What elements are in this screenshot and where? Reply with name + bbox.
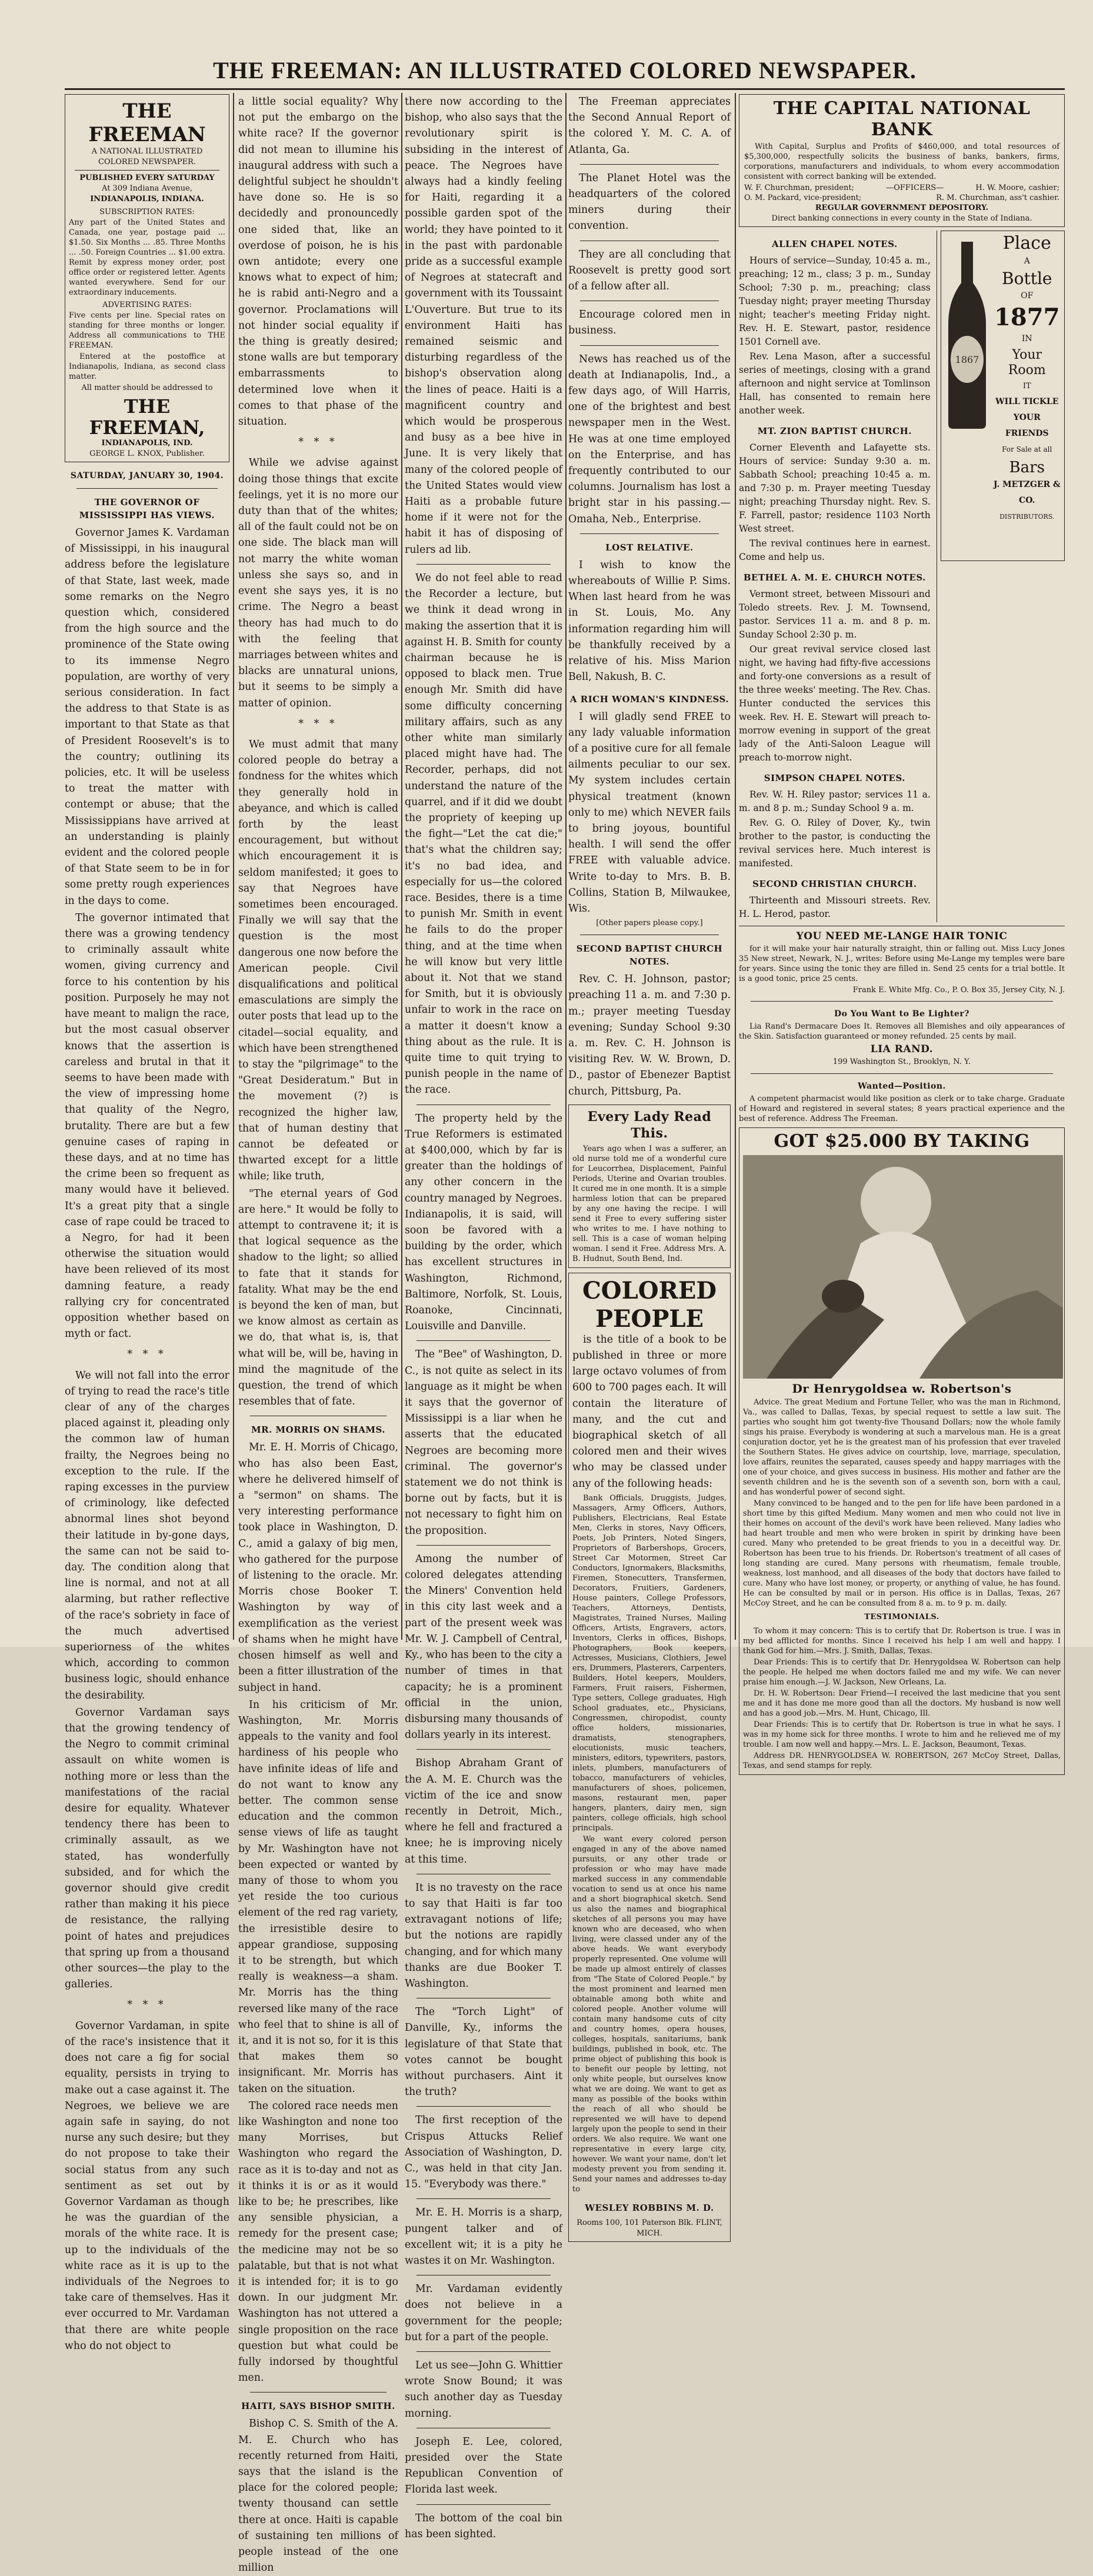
church-paragraph: The revival continues here in earnest. Come and help us.	[739, 538, 931, 562]
article-paragraph: The Planet Hotel was the headquarters of the colored miners during their convention.	[568, 172, 731, 232]
ad-text: A	[1024, 256, 1030, 266]
article-paragraph: We will not fall into the error of trying to read the race's title clear of any of the charges placed against it, pleading only the common law of human frailty, the Negroes being no exception to the rule. If the raping excesses in the purview of criminology, like defected abnormal lines shot beyond their latitude in by-gone days, the same can not be said to-day. The condition along that line is normal, and not at all alarming, but rather reflective of the race's sobriety in face of the much advertised superiorness of the whites which, according to common business logic, should enhance the desirability.	[65, 1369, 229, 1701]
article-headline: THE GOVERNOR OF MISSISSIPPI HAS VIEWS.	[79, 497, 215, 520]
article-paragraph: The governor intimated that there was a growing tendency to criminally assault white women, giving currency and force to his contention by his position. Purposely he may not have meant to malign the race, but the most casual observer knows that the assertion is careless and brutal in that it seems to have been made with the view of impressing home that quality of the Negro, brutality. There are but a few genuine cases of raping in these days, and at no time has the crime been so frequent as many would have it believed. It's a great pity that a single case of rape could be traced to a Negro, for had it been otherwise the situation would have been relieved of its most damning feature, a ready rallying cry for concentrated opposition whether based on myth or fact.	[65, 912, 229, 1340]
ad-title: COLORED	[582, 1276, 717, 1304]
advertising-body: Five cents per line. Special rates on standing for three months or longer. Address all communications to THE FREEMAN.	[69, 311, 225, 350]
subscription-heading: SUBSCRIPTION RATES:	[99, 208, 195, 216]
article-paragraph: The Freeman appreciates the Second Annual Report of the colored Y. M. C. A. of Atlanta, Ga.	[568, 96, 731, 156]
section-divider: * * *	[127, 1349, 167, 1361]
section-divider: * * *	[127, 1999, 167, 2011]
article-paragraph: Joseph E. Lee, colored, presided over the State Republican Convention of Florida last week.	[405, 2435, 562, 2496]
ad-text: WILL TICKLE	[995, 396, 1059, 406]
lia-ad-body: Lia Rand's Dermacare Does It. Removes all Blemishes and oily appearances of the Skin. Satisfaction guaranteed or money refunded. 25 cents by mail.	[739, 1022, 1065, 1041]
column-rule	[401, 93, 402, 1640]
address-line: At 309 Indiana Avenue,	[102, 184, 192, 193]
bank-depository: REGULAR GOVERNMENT DEPOSITORY.	[815, 203, 989, 212]
church-headline: BETHEL A. M. E. CHURCH NOTES.	[743, 572, 926, 583]
bank-title: THE CAPITAL NATIONAL BANK	[773, 98, 1031, 140]
illustration-image	[743, 1155, 1061, 1379]
city-line: INDIANAPOLIS, INDIANA.	[90, 195, 204, 203]
church-headline: SECOND BAPTIST CHURCH NOTES.	[576, 943, 723, 967]
article-paragraph: Governor Vardaman, in spite of the race's insistence that it does not care a fig for social equality, persists in trying to make out a case against it. The Negroes, we believe we are again safe in saying, do not nurse any such desire; but they do not propose to take their social status from any such sentiment as set out by Governor Vardaman as though he was the guardian of the morals of the white race. It is up to the individuals of the white race as it is up to the individuals of the Negroes to take care of themselves. Has it ever occurred to Mr. Vardaman that there are white people who do not object to	[65, 2020, 229, 2352]
ad-text: Bars	[1009, 458, 1045, 476]
ad-body: We want every colored person engaged in any of the above named pursuits, or any other trade or profession or who may have made marked success in any commendable vocation to send us at once his name and a short biographical sketch. Send us also the names and biographical sketches of all persons you may have known who are deceased, who when living, were classed under any of the above heads. We want everybody properly represented. One volume will be made up almost entirely of classes from "The State of Colored People." by the most prominent and learned men obtainable among both white and colored people. Another volume will contain many handsome cuts of city and country homes, opera houses, colleges, hospitals, sanitariums, bank buildings, published in book, etc. The prime object of publishing this book is to benefit our people by letting, not only white people, but ourselves know what we are doing. We want to get as many as possible of the books within the reach of all who should be represented we will have to depend largely upon the people to send in their orders. We also require. We want one representative in every large city, however. We want your name, don't let modesty prevent you from sending it. Send your names and addresses to-day to	[572, 1834, 727, 2194]
bank-connections: Direct banking connections in every county in the State of Indiana.	[771, 214, 1032, 223]
ad-colored-people-book	[568, 1273, 731, 2242]
testimonial: Dear Friends: This is to certify that Dr. Robertson is true in what he says. I was in my home sick for three months. I wrote to him and he relieved me of my trouble. I am now well and happy.—Mrs. L. E. Jackson, Beaumont, Texas.	[743, 1720, 1061, 1749]
article-paragraph: a little social equality? Why not put the embargo on the white race? If the governor did not mean to illumine his inaugural address with such a delightful subject he shouldn't have done so. He is so decidedly and pronouncedly one sided that, like an overdose of poison, he is his own antidote; every one knows what to expect of him; he is rabid anti-Negro and a governor. Proclamations will not hinder social equality if the thing is greatly desired; stone walls are but temporary embarrassments to determined love when it comes to that phase of the situation.	[238, 96, 398, 428]
column-3	[405, 94, 562, 2540]
city-line-2: INDIANAPOLIS, IND.	[101, 439, 193, 448]
ad-text: For Sale at all	[1002, 445, 1052, 454]
ad-text: IT	[1022, 381, 1031, 391]
church-headline: MT. ZION BAPTIST CHURCH.	[757, 426, 912, 436]
bottle-label: 1867	[955, 354, 979, 365]
ad-text: IN	[1021, 334, 1032, 344]
article-paragraph: Mr. E. H. Morris is a sharp, pungent talker and of excellent wit; it is a pity he wastes it on Mr. Washington.	[405, 2207, 562, 2267]
entered-note: Entered at the postoffice at Indianapolis, Indiana, as second class matter.	[69, 352, 225, 381]
ad-signature: WESLEY ROBBINS M. D.	[585, 2202, 714, 2213]
column-rule	[233, 93, 234, 1640]
ad-every-lady	[568, 1105, 731, 1268]
masthead: THE FREEMAN: AN ILLUSTRATED COLORED NEWSPAPER.	[213, 57, 917, 84]
publication-box	[65, 94, 229, 462]
notice-headline: A RICH WOMAN'S KINDNESS.	[569, 693, 729, 705]
article-paragraph: Encourage colored men in business.	[568, 309, 731, 337]
hair-ad-address: Frank E. White Mfg. Co., P. O. Box 35, Jersey City, N. J.	[852, 986, 1065, 995]
church-paragraph: Rev. G. O. Riley of Dover, Ky., twin brother to the pastor, is conducting the revival services here. Much interest is manifested.	[739, 817, 931, 869]
ad-body: is the title of a book to be published in three or more large octavo volumes of from 600 to 700 pages each. It will contain the literature of many, and the cut and biographical sketch of all colored men and their wives who may be classed under any of the following heads:	[572, 1333, 727, 1490]
bottle-ad	[941, 231, 1065, 561]
article-paragraph: In his criticism of Mr. Washington, Mr. Morris appeals to the vanity and fool hardiness of his people who have infinite ideas of life and do not want to know any better. The common sense education and the common sense views of life as taught by Mr. Washington have not been expected or wanted by many of those to whom you yet reside the too curious element of the red rag variety, the irresistible desire to appear grandiose, supposing it to be strength, but which really is weakness—a sham. Mr. Morris has the thing reversed like many of the race who feel that to shine is all of it, and it is not so, for it is this that makes them so insignificant. Mr. Morris has taken on the situation.	[238, 1699, 398, 2095]
robertson-body: Advice. The great Medium and Fortune Teller, who was the man in Richmond, Va., was called to Dallas, Texas, by special request to settle a law suit. The parties who sought him got twenty-five Thousand Dollars; now the whole family sings his praise. Everybody is wondering at such a marvelous man. He is a great conjuration doctor, yet he is the greatest man of his profession that ever traveled the Southern States. He gives advice on courtship, love, marriage, speculation, love affairs, reunites the separated, causes speedy and happy marriages with the one of your choice, and gives success in business. His mother and father are the seventh children and he is the seventh son of a seventh son, born with a caul, and has wonderful power of second sight.	[743, 1398, 1061, 1497]
column-4	[568, 94, 731, 2238]
article-paragraph: We do not feel able to read the Recorder a lecture, but we think it dead wrong in making the assertion that it is against H. B. Smith for county chairman because he is opposed to black men. True enough Mr. Smith did have some difficulty concerning military affairs, such as any other white man similarly placed might have had. The Recorder, perhaps, did not understand the nature of the quarrel, and if it did we doubt the propriety of keeping up the fight—"Let the cat die;" that's what the children say; it's no bad idea, and especially for us—the colored race. Besides, there is a time to punish Mr. Smith in event he fails to do the proper thing, and at the time when he will know but very little about it. Not that we stand for Smith, but it is obviously unfair to work in the race on a matter it doesn't know a thing about as the rule. It is quite time to quit trying to punish people in the name of the race.	[405, 572, 562, 1096]
article-paragraph: The "Torch Light" of Danville, Ky., informs the legislature of that State that votes cannot be bought without purchasers. Aint it the truth?	[405, 2006, 562, 2098]
masthead-rule	[65, 88, 1065, 90]
column-1	[65, 94, 229, 2352]
paper-subtitle: COLORED NEWSPAPER.	[98, 158, 196, 166]
ad-text: J. METZGER & CO.	[993, 479, 1061, 505]
church-paragraph: Hours of service—Sunday, 10:45 a. m., preaching; 12 m., class; 3 p. m., Sunday School; 7:30 p. m., preaching; class Tuesday night; prayer meeting Thursday night; teacher's meeting Friday night. Rev. H. E. Stewart, pastor, residence 1501 Cornell ave.	[739, 255, 931, 347]
article-paragraph: News has reached us of the death at Indianapolis, Ind., a few days ago, of Will Harris, one of the brightest and best newspaper men in the West. He was at one time employed on the Enterprise, and has frequently contributed to our columns. Journalism has lost a bright star in his passing.—Omaha, Neb., Enterprise.	[568, 353, 731, 525]
article-paragraph: They are all concluding that Roosevelt is pretty good sort of a fellow after all.	[568, 248, 731, 293]
bank-vice-president: O. M. Packard, vice-president;	[744, 193, 862, 202]
testimonial: Dear Friends: This is to certify that Dr. Henrygoldsea W. Robertson can help the people. He helped me when doctors failed me and my wife. We can never praise him enough.—J. W. Jackson, New Orleans, La.	[743, 1658, 1061, 1687]
robertson-body: Many convinced to be hanged and to the pen for life have been pardoned in a short time by this gifted Medium. Many women and men who could not live in their homes on account of the devil's work have been relieved. Many ladies who had heart trouble and men who were broken in spirit by drinking have been cured. Many who pretended to be great friends to you in a deceitful way. Dr. Robertson has been true to his friends. Dr. Robertson's treatment of all cases of long standing are cured. Many persons with rheumatism, female trouble, weakness, lost manhood, and all diseases of the body that doctors have failed to cure. Many who have lost money, or property, or anything of value, he has found. He can be consulted by mail or in person. His office is in Dallas, Texas, 267 McCoy Street, and he can be consulted from 8 a. m. to 9 p. m. daily.	[743, 1499, 1061, 1608]
church-paragraph: Vermont street, between Missouri and Toledo streets. Rev. J. M. Townsend, pastor. Services 11 a. m. and 8 p. m. Sunday School 2:30 p. m.	[739, 589, 931, 640]
bank-president: W. F. Churchman, president;	[744, 183, 854, 192]
article-paragraph: We must admit that many colored people do betray a fondness for the whites which they generally hold in abeyance, and which is called forth by the least encouragement, but without which encouragement it is seldom manifested; it goes to say that Negroes have sometimes been encouraged. Finally we will say that the question is the most dangerous one now before the American people. Civil disqualifications and political emasculations are simply the outer posts that lead up to the citadel—social equality, and which have been strengthened to stay the "pilgrimage" to the "Great Desideratum." But in the movement (?) is recognized the higher law, that of human destiny that cannot be defeated or thwarted except for a little while; like truth,	[238, 738, 398, 1183]
church-headline: SECOND CHRISTIAN CHURCH.	[752, 879, 917, 889]
paper-name-2: THE FREEMAN,	[89, 395, 205, 439]
article-paragraph: Mr. Vardaman evidently does not believe in a government for the people; but for a part of the people.	[405, 2283, 562, 2343]
article-headline: MR. MORRIS ON SHAMS.	[251, 1424, 385, 1436]
testimonial: To whom it may concern: This is to certify that Dr. Robertson is true. I was in my bed afflicted for months. Since I received his help I am well and happy. I thank God for him.—Mrs. J. Smith, Dallas, Texas.	[743, 1627, 1061, 1656]
article-paragraph: The bottom of the coal bin has been sighted.	[405, 2512, 562, 2540]
lia-ad-address: 199 Washington St., Brooklyn, N. Y.	[832, 1057, 971, 1066]
paper-name: THE FREEMAN	[88, 99, 206, 146]
published-line: PUBLISHED EVERY SATURDAY	[79, 173, 215, 182]
address-note: All matter should be addressed to	[81, 383, 213, 392]
advertising-heading: ADVERTISING RATES:	[102, 301, 192, 309]
lia-ad-name: LIA RAND.	[870, 1043, 934, 1055]
article-paragraph: Bishop C. S. Smith of the A. M. E. Church who has recently returned from Haiti, says that the island is the place for the colored people; twenty thousand can settle there at once. Haiti is capable of sustaining ten millions of people instead of the one million	[238, 2418, 398, 2574]
notice-paragraph: I will gladly send FREE to any lady valuable information of a positive cure for all female ailments peculiar to our sex. My system includes certain physical treatment (known only to me) which NEVER fails to bring joyous, bountiful health. I will send the offer FREE with valuable advice. Write to-day to Mrs. B. B. Collins, Station B, Milwaukee, Wis.	[568, 710, 731, 915]
testimonial: Dr. H. W. Robertson: Dear Friend—I received the last medicine that you sent me and it has done me more good than all the doctors. My husband is now well and has a good job.—Mrs. M. Hunt, Chicago, Ill.	[743, 1689, 1061, 1718]
church-headline: ALLEN CHAPEL NOTES.	[772, 239, 898, 249]
lia-ad-question: Do You Want to Be Lighter?	[834, 1009, 969, 1019]
ad-body: Years ago when I was a sufferer, an old nurse told me of a wonderful cure for Leucorrhea, Displacement, Painful Periods, Uterine and Ovarian troubles. It cured me in one month. It is a simple harmless lotion that can be prepared by any one having the recipe. I will send it Free to every suffering sister who writes to me. I have nothing to sell. This is a case of woman helping woman. I send it Free. Address Mrs. A. B. Hudnut, South Bend, Ind.	[572, 1144, 727, 1263]
article-paragraph: Governor James K. Vardaman of Mississippi, in his inaugural address before the legislature of that State, last week, made some remarks on the Negro question which, considered from the high source and the prominence of the State owing to its immense Negro population, are worthy of very serious consideration. In fact the address to that State is as important to that State as that of President Roosevelt's is to the country; outlining its policies, etc. It will be useless to treat the matter with contempt or abuse; that the Mississippians have arrived at an understanding is plainly evident and the colored people of that State seem to be in for some pretty rough experiences in the days to come.	[65, 527, 229, 907]
hair-ad-title: YOU NEED ME-LANGE HAIR TONIC	[796, 930, 1008, 942]
robertson-title: Dr Henrygoldsea w. Robertson's	[792, 1382, 1012, 1396]
section-divider: * * *	[298, 436, 338, 449]
church-headline: SIMPSON CHAPEL NOTES.	[764, 773, 905, 783]
article-paragraph: "The eternal years of God are here." It would be folly to attempt to contravene it; it is that logical sequence as the shadow to the light; so allied to fate that it stands for fatality. What may be the end is beyond the ken of man, but we know almost as certain as we do, that what is, is, that what will be, will be, having in mind the magnitude of the question, the trend of which resembles that of fate.	[238, 1187, 398, 1408]
article-paragraph: Governor Vardaman says that the growing tendency of the Negro to commit criminal assault on white women is nothing more or less than the manifestations of the racial desire for equality. Whatever tendency there has been to criminally assault, as we stated, has wonderfully subsided, and for which the governor should give credit rather than making it his piece de resistance, the rallying point of hates and prejudices that spring up from a thousand other sources—the play to the galleries.	[65, 1706, 229, 1991]
publisher-line: GEORGE L. KNOX, Publisher.	[89, 449, 205, 458]
ad-text: OF	[1021, 291, 1034, 301]
wanted-body: A competent pharmacist would like position as clerk or to take charge. Graduate of Howard and registered in several states; 8 years practical experience and the best of reference. Address The Freeman.	[739, 1095, 1065, 1123]
hair-ad-body: for it will make your hair naturally straight, thin or falling out. Miss Lucy Jones 35 New street, Newark, N. J., writes: Before using Me-Lange my temples were bare for years. Since using the tonic they are filled in. Send 25 cents for a trial bottle. It is a good tonic, price 25 cents.	[739, 945, 1065, 983]
church-paragraph: Rev. C. H. Johnson, pastor; preaching 11 a. m. and 7:30 p. m.; prayer meeting Tuesday evening; Sunday School 9:30 a. m. Rev. C. H. Johnson is visiting Rev. W. W. Brown, D. D., pastor of Ebenezer Baptist church, Pittsburg, Pa.	[568, 973, 731, 1097]
bank-assistant-cashier: R. M. Churchman, ass't cashier.	[936, 193, 1059, 202]
illustration-icon	[743, 1155, 1063, 1379]
bank-body: With Capital, Surplus and Profits of $460,000, and total resources of $5,300,000, respectfully solicits the business of banks, bankers, firms, corporations, manufacturers and individuals, to whom every accommodation consistent with correct banking will be extended.	[744, 142, 1059, 181]
column-rule	[565, 93, 567, 1640]
article-paragraph: The colored race needs men like Washington and none too many Morrises, but Washington who regard the race as it is to-day and not as it thinks it is or as it would like to be; he prescribes, like any sensible physician, a remedy for the present case; the medicine may not be so palatable, but that is not what it is intended for; it is to go down. In our judgment Mr. Washington has not uttered a single proposition on the race question but what could be fully indorsed by thoughtful men.	[238, 2100, 398, 2384]
ad-text: Place	[1002, 233, 1051, 253]
ad-text: 1877	[994, 303, 1060, 332]
ad-text: Your Room	[1008, 347, 1046, 378]
notice-paragraph: I wish to know the whereabouts of Willie P. Sims. When last heard from he was in St. Louis, Mo. Any information regarding him will be thankfully received by a relative of his. Miss Marion Bell, Nakush, B. C.	[568, 559, 731, 683]
ad-address: Rooms 100, 101 Paterson Blk. FLINT, MICH.	[577, 2218, 722, 2238]
article-paragraph: there now according to the bishop, who also says that the revolutionary spirit is subsiding in the interest of peace. The Negroes have always had a kindly feeling for Haiti, regarding it a possible garden spot of the world; they have pointed to it in the past with pardonable pride as a successful example of Negroes at statecraft and government with its Toussaint L'Ouverture. But true to its environment Haiti has remained seismic and disturbing regardless of the bishop's observation along the lines of peace. Haiti is a magnificent country and which would be prosperous and busy as a bee hive in June. It is very likely that many of the colored people of the United States would view Haiti as a probable future home if it were not for the habit it has of disposing of rulers ad lib.	[405, 96, 562, 556]
article-paragraph: The first reception of the Crispus Attucks Relief Association of Washington, D. C., was held in that city Jan. 15. "Everybody was there."	[405, 2114, 562, 2191]
church-paragraph: Thirteenth and Missouri streets. Rev. H. L. Herod, pastor.	[739, 895, 931, 919]
notice-note: [Other papers please copy.]	[596, 919, 703, 928]
church-paragraph: Corner Eleventh and Lafayette sts. Hours of service: Sunday 9:30 a. m. Sabbath School; preaching 10:45 a. m. and 7:30 p. m. Prayer meeting Tuesday night; preaching Thursday night. Rev. S. F. Farrell, pastor; residence 1103 North West street.	[739, 442, 931, 534]
section-divider: * * *	[298, 718, 338, 730]
ad-text: Bottle	[1002, 269, 1052, 289]
ad-title: Every Lady Read This.	[587, 1109, 712, 1141]
article-headline: HAITI, SAYS BISHOP SMITH.	[241, 2401, 395, 2412]
robertson-address: Address DR. HENRYGOLDSEA W. ROBERTSON, 267 McCoy Street, Dallas, Texas, and send stamps for reply.	[743, 1751, 1061, 1770]
article-paragraph: Bishop Abraham Grant of the A. M. E. Church was the victim of the ice and snow recently in Detroit, Mich., where he fell and fractured a knee; he is improving nicely at this time.	[405, 1757, 562, 1866]
bank-cashier: H. W. Moore, cashier;	[975, 183, 1059, 192]
bank-ad	[739, 94, 1065, 227]
ad-body: Bank Officials, Druggists, Judges, Massagers, Army Officers, Authors, Publishers, Electricians, Real Estate Men, Clerks in stores, Navy Officers, Poets, Job Printers, Noted Singers, Proprietors of Barbershops, Grocers, Street Car Motormen, Street Car Conductors, Ignormakers, Blacksmiths, Firemen, Stonecutters, Transfermen, Decorators, Fruitiers, Gardeners, House painters, College Professors, Teachers, Attorneys, Dentists, Magistrates, Trained Nurses, Mailing Officers, Artists, Engravers, actors, Inventors, Clerks in offices, Bishops, Photographers, Book keepers, Actresses, Musicians, Clothiers, Jewel ers, Drummers, Plasterers, Carpenters, Builders, Hotel keepers, Moulders, Farmers, Fruit raisers, Fishermen, Type setters, College graduates, High School graduates, etc., Physicians, Congressmen, chiropodist, county office holders, missionaries, dramatists, stenographers, elocutionists, music teachers, ministers, editors, typewriters, pastors, inlets, plumbers, manufacturers of tobacco, manufacturers of vehicles, manufacturers of shoes, policemen, masons, restaurant men, paper hangers, planters, dairy men, sign painters, college officials, high school principals.	[572, 1493, 727, 1833]
robertson-ad	[739, 1127, 1065, 1775]
column-2	[238, 94, 398, 2574]
robertson-headline: GOT $25.000 BY TAKING	[774, 1131, 1030, 1152]
issue-date: SATURDAY, JANUARY 30, 1904.	[70, 471, 224, 481]
bank-officers-label: —OFFICERS—	[886, 183, 944, 192]
column-5	[739, 94, 1065, 1770]
bottle-icon	[944, 242, 991, 430]
ad-title: PEOPLE	[595, 1304, 704, 1333]
church-paragraph: Our great revival service closed last night, we having had fifty-five accessions and forty-one conversions as a result of the three weeks' meeting. The Rev. Chas. Hunter conducted the services this week. Rev. H. E. Stewart will preach to-morrow evening in support of the great lady of the Anti-Saloon League will preach to-morrow night.	[739, 644, 931, 763]
church-paragraph: Rev. W. H. Riley pastor; services 11 a. m. and 8 p. m.; Sunday School 9 a. m.	[739, 789, 931, 813]
wanted-headline: Wanted—Position.	[858, 1082, 946, 1091]
ad-text: DISTRIBUTORS.	[999, 513, 1055, 521]
article-paragraph: The "Bee" of Washington, D. C., is not quite as select in its language as it might be when it says that the governor of Mississippi is a liar when he asserts that the educated Negroes are becoming more criminal. The governor's statement we do not think is borne out by facts, but it is not necessary to fight him on the proposition.	[405, 1349, 562, 1537]
ad-text: YOUR FRIENDS	[1005, 413, 1049, 439]
testimonials-heading: TESTIMONIALS.	[864, 1613, 939, 1621]
church-paragraph: Rev. Lena Mason, after a successful series of meetings, closing with a grand afternoon and night service at Tomlinson Hall, has consented to remain here another week.	[739, 351, 931, 416]
article-paragraph: Mr. E. H. Morris of Chicago, who has also been East, where he delivered himself of a "sermon" on shams. The very interesting performance took place in Washington, D. C., amid a galaxy of big men, who gathered for the purpose of listening to the oracle. Mr. Morris chose Booker T. Washington by way of exemplification as the veriest of shams when he might have chosen himself as well and been a fitter illustration of the subject in hand.	[238, 1442, 398, 1694]
column-rule	[735, 93, 736, 1640]
paper-subtitle: A NATIONAL ILLUSTRATED	[91, 147, 203, 156]
subscription-body: Any part of the United States and Canada, one year, postage paid ... $1.50. Six Months ... .85. Three Months ... .50. Foreign Countries ... $1.00 extra. Remit by express money order, post office order or registered letter. Agents wanted everywhere. Send for our extraordinary inducements.	[69, 218, 225, 297]
article-paragraph: The property held by the True Reformers is estimated at $400,000, which by far is greater than the holdings of any other concern in the country managed by Negroes. Indianapolis, it is said, will soon be favored with a building by the order, which has excellent structures in Washington, Richmond, Baltimore, Norfolk, St. Louis, Roanoke, Cincinnati, Louisville and Danville.	[405, 1112, 562, 1333]
article-paragraph: While we advise against doing those things that excite feelings, yet it is no more our duty than that of the whites; all of the fault could not be on one side. The black man will not marry the white woman unless she says so, and in event she says yes, it is no crime. The Negro a beast theory has had much to do with the feeling that marriages between whites and blacks are unnatural unions, but it seems to be simply a matter of opinion.	[238, 457, 398, 709]
church-notes	[739, 231, 937, 922]
notice-headline: LOST RELATIVE.	[605, 542, 694, 553]
article-paragraph: Let us see—John G. Whittier wrote Snow Bound; it was such another day as Tuesday morning.	[405, 2360, 562, 2420]
article-paragraph: It is no travesty on the race to say that Haiti is far too extravagant notions of life; but the notions are rapidly changing, and for which many thanks are due Booker T. Washington.	[405, 1881, 562, 1990]
article-paragraph: Among the number of colored delegates attending the Miners' Convention held in this city last week and a part of the present week was Mr. W. J. Campbell of Central, Ky., who has been to the city a number of times in that capacity; he is a prominent official in the union, disbursing many thousands of dollars yearly in its interest.	[405, 1553, 562, 1741]
